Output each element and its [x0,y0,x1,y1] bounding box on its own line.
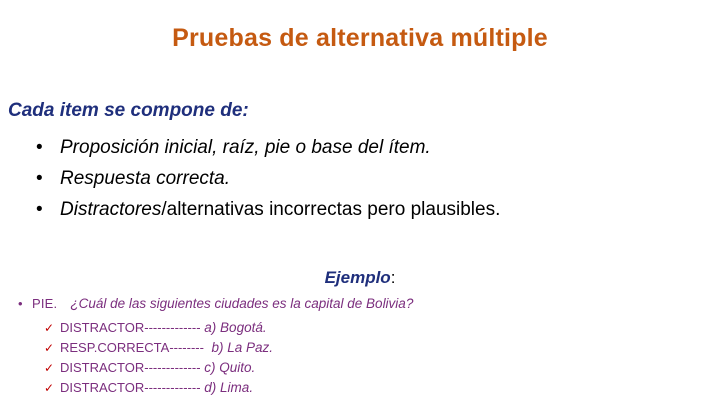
answer-option-text: a) Bogotá. [200,320,267,335]
answer-option-text: b) La Paz. [203,340,273,355]
page-title: Pruebas de alternativa múltiple [172,24,548,52]
list-item [44,380,273,396]
list-item [30,137,700,159]
list-item [30,199,700,221]
list-item [30,168,700,190]
checkmark-icon: ✓ [44,361,55,375]
checkmark-icon: ✓ [44,321,55,335]
bullet-marker-icon: • [36,137,43,158]
answer-tag: RESP.CORRECTA-------- [60,340,204,355]
example-heading-word: Ejemplo [324,268,391,287]
answer-option-text: c) Quito. [200,360,256,375]
example-heading [0,268,720,288]
example-stem-label: PIE. [32,296,58,311]
list-item [44,360,273,376]
list-item-plain-text: /alternativas incorrectas pero plausibles. [161,199,501,220]
bullet-marker-icon: • [36,168,43,189]
checkmark-icon: ✓ [44,341,55,355]
example-stem-row [18,296,413,311]
list-item-italic-text: Distractores [60,199,162,220]
list-item [44,320,273,336]
bullet-list [30,137,700,230]
list-item-label [60,168,230,190]
list-item-italic-text: Respuesta correcta. [60,168,231,189]
answer-tag: DISTRACTOR------------- [60,380,201,395]
list-item-label [60,199,500,221]
list-item-label [60,137,431,159]
example-heading-colon: : [390,268,396,287]
bullet-marker-icon: • [36,199,43,220]
list-item-italic-text: Proposición inicial, raíz, pie o base del ítem. [60,137,431,158]
answer-tag: DISTRACTOR------------- [60,320,201,335]
example-question-text: ¿Cuál de las siguientes ciudades es la capital de Bolivia? [70,296,414,311]
bullet-marker-icon: • [18,296,23,311]
answer-tag: DISTRACTOR------------- [60,360,201,375]
answer-option-text: d) Lima. [200,380,254,395]
section-subtitle: Cada item se compone de: [8,100,249,121]
list-item [44,340,273,356]
checkmark-icon: ✓ [44,381,55,395]
example-answer-list [44,320,273,400]
